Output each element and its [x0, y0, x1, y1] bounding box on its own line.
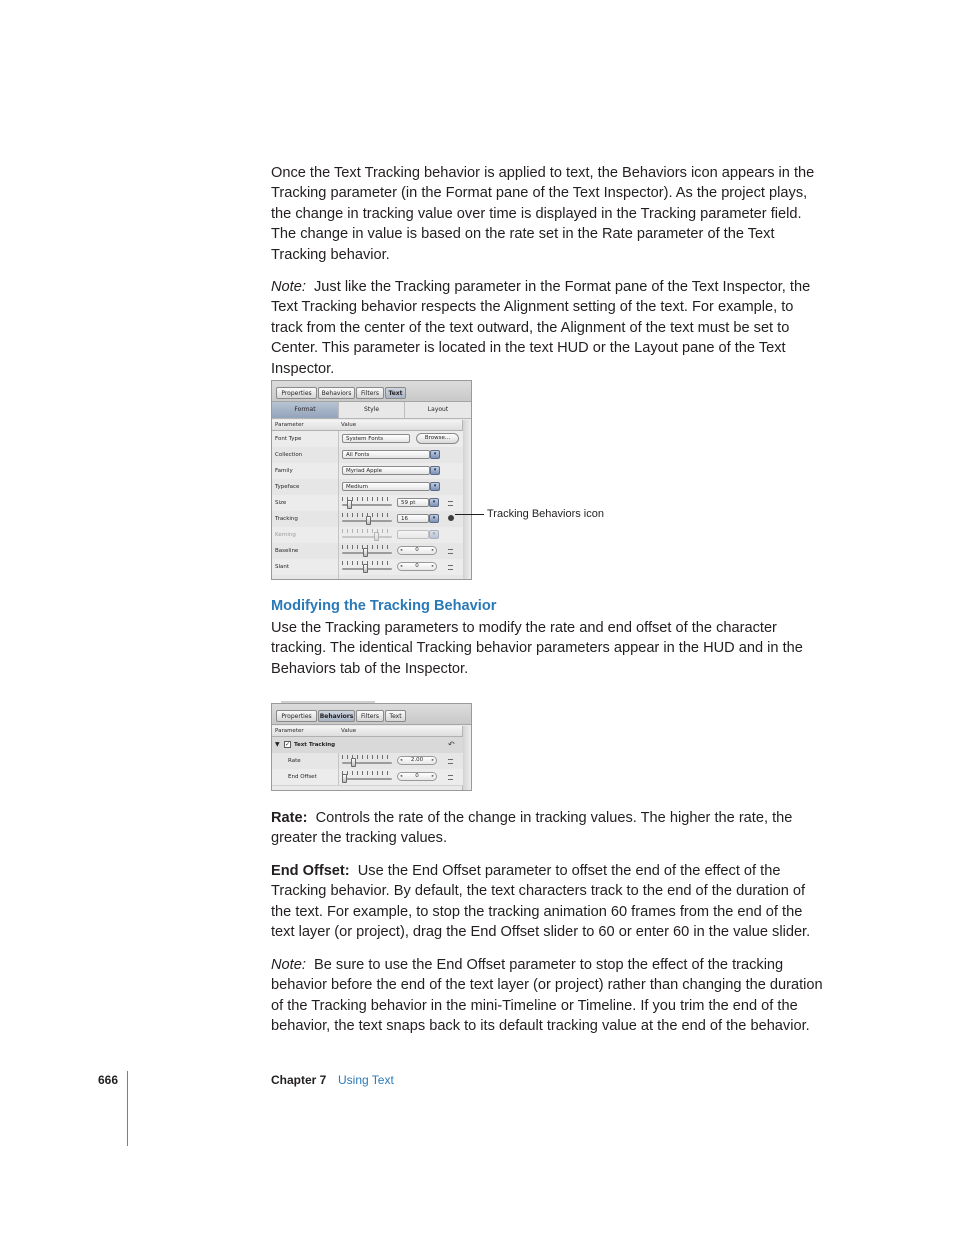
column-value: Value — [341, 728, 357, 734]
slider-knob[interactable] — [366, 516, 371, 525]
label-font-type: Font Type — [275, 436, 302, 442]
tracking-slider[interactable] — [342, 511, 392, 527]
note-body: Be sure to use the End Offset parameter to stop the effect of the tracking behavior before the end of the text layer (or project) rather than changing the duration of the Tracking behavior in the mini-Timeline or Timeline. If you trim the end of the behavior, the text snaps back to its default tracking value at the end of the behavior. — [271, 957, 823, 1035]
tab-properties[interactable]: Properties — [276, 710, 317, 722]
column-header — [272, 726, 463, 737]
tab-text[interactable]: Text — [385, 710, 406, 722]
end-offset-lead: End Offset: — [271, 863, 350, 879]
chapter-label: Chapter 7 — [271, 1073, 327, 1087]
parameter-list — [272, 431, 471, 579]
slider-knob[interactable] — [374, 532, 379, 541]
row-font-type — [272, 431, 463, 448]
row-baseline — [272, 543, 463, 560]
size-field[interactable]: 59 pt — [397, 498, 429, 507]
text-subtabs — [272, 402, 471, 419]
slant-slider[interactable] — [342, 559, 392, 575]
rate-paragraph — [271, 808, 827, 849]
tab-properties[interactable]: Properties — [276, 387, 317, 399]
chevron-down-icon[interactable]: ▾ — [429, 530, 439, 539]
size-slider[interactable] — [342, 495, 392, 511]
subtab-style[interactable]: Style — [339, 402, 405, 418]
behavior-name: Text Tracking — [294, 742, 336, 748]
end-offset-field[interactable]: ◂ 0 ▸ — [397, 772, 437, 781]
browse-button[interactable]: Browse... — [416, 433, 459, 444]
label-collection: Collection — [275, 452, 303, 458]
chapter-title: Using Text — [338, 1073, 394, 1087]
section-heading: Modifying the Tracking Behavior — [271, 598, 497, 614]
row-end-offset — [272, 769, 463, 786]
label-baseline: Baseline — [275, 548, 299, 554]
label-end-offset: End Offset — [288, 774, 317, 780]
row-size — [272, 495, 463, 512]
slider-knob[interactable] — [363, 548, 368, 557]
row-rate — [272, 753, 463, 770]
slider-knob[interactable] — [351, 758, 356, 767]
rate-slider[interactable] — [342, 753, 392, 769]
rate-lead: Rate: — [271, 810, 308, 826]
tab-text[interactable]: Text — [385, 387, 406, 399]
footer-rule — [127, 1071, 128, 1146]
disclosure-triangle-icon[interactable]: ▼ — [275, 741, 280, 748]
chevron-down-icon[interactable]: ▾ — [429, 498, 439, 507]
label-kerning: Kerning — [275, 532, 296, 538]
note-paragraph-2 — [271, 955, 827, 1037]
baseline-slider[interactable] — [342, 543, 392, 559]
slant-field[interactable]: ◂ 0 ▸ — [397, 562, 437, 571]
baseline-field[interactable]: ◂ 0 ▸ — [397, 546, 437, 555]
intro-paragraph: Once the Text Tracking behavior is applied to text, the Behaviors icon appears in the Tracking parameter (in the Format pane of the Text Inspector). As the project plays, the change in tracking value over time is displayed in the Tracking parameter field. The change in value is based on the rate set in the Rate parameter of the Text Tracking behavior. — [271, 165, 815, 263]
keyframe-icon[interactable] — [448, 759, 453, 764]
behaviors-inspector-screenshot — [271, 703, 472, 791]
kerning-slider[interactable] — [342, 527, 392, 543]
label-size: Size — [275, 500, 287, 506]
row-partial — [272, 575, 463, 580]
column-value: Value — [341, 422, 357, 428]
row-tracking — [272, 511, 463, 528]
font-type-popup[interactable]: System Fonts — [342, 434, 410, 443]
rate-body: Controls the rate of the change in tracking values. The higher the rate, the greater the tracking values. — [271, 810, 793, 847]
typeface-popup[interactable]: Medium — [342, 482, 430, 491]
note-lead: Note: — [271, 279, 306, 295]
keyframe-icon[interactable] — [448, 501, 453, 506]
slider-knob[interactable] — [342, 774, 347, 783]
family-popup[interactable]: Myriad Apple — [342, 466, 430, 475]
callout-label: Tracking Behaviors icon — [487, 508, 604, 520]
tab-behaviors[interactable]: Behaviors — [318, 710, 355, 722]
column-header — [272, 420, 463, 431]
note-lead: Note: — [271, 957, 306, 973]
chevron-down-icon[interactable]: ▾ — [429, 514, 439, 523]
row-collection — [272, 447, 463, 464]
subtab-layout[interactable]: Layout — [427, 406, 449, 413]
callout-line — [455, 514, 484, 515]
tracking-paragraph: Use the Tracking parameters to modify the rate and end offset of the character tracking. The identical Tracking behavior parameters appear in the HUD and in the Behaviors tab of the Inspector. — [271, 620, 803, 677]
row-text-tracking — [272, 737, 463, 754]
chevron-down-icon[interactable]: ▾ — [430, 482, 440, 491]
column-parameter: Parameter — [275, 728, 304, 734]
tab-filters[interactable]: Filters — [356, 710, 384, 722]
label-tracking: Tracking — [275, 516, 298, 522]
row-kerning — [272, 527, 463, 544]
page-number: 666 — [98, 1073, 119, 1087]
keyframe-icon[interactable] — [448, 775, 453, 780]
end-offset-slider[interactable] — [342, 769, 392, 785]
label-rate: Rate — [288, 758, 301, 764]
enable-checkbox[interactable]: ✓ — [285, 741, 291, 748]
tracking-behaviors-icon[interactable] — [448, 515, 454, 521]
note-paragraph — [271, 277, 827, 379]
label-slant: Slant — [275, 564, 290, 570]
text-inspector-screenshot — [271, 380, 472, 580]
column-parameter: Parameter — [275, 422, 304, 428]
keyframe-icon[interactable] — [448, 549, 453, 554]
row-slant — [272, 559, 463, 576]
end-offset-body: Use the End Offset parameter to offset the end of the effect of the Tracking behavior. By default, the text characters track to the end of the duration of the text. For example, to stop the tracking animation 60 frames from the end of the text layer (or project), drag the End Offset slider to 60 or enter 60 in the value slider. — [271, 863, 811, 941]
label-typeface: Typeface — [275, 484, 300, 490]
slider-knob[interactable] — [347, 500, 352, 509]
behavior-list — [272, 737, 471, 790]
end-offset-paragraph — [271, 861, 827, 943]
keyframe-icon[interactable] — [448, 565, 453, 570]
kerning-field[interactable] — [397, 530, 429, 539]
reset-icon[interactable]: ↶ — [448, 740, 455, 749]
chevron-down-icon[interactable]: ▾ — [430, 466, 440, 475]
chevron-down-icon[interactable]: ▾ — [430, 450, 440, 459]
note-body: Just like the Tracking parameter in the Format pane of the Text Inspector, the Text Tracking behavior respects the Alignment setting of the text. For example, to track from the center of the text outward, the Alignment of the text must be set to Center. This parameter is located in the text HUD or the Layout pane of the Text Inspector. — [271, 279, 811, 377]
slider-knob[interactable] — [363, 564, 368, 573]
subtab-format[interactable]: Format — [272, 402, 339, 418]
tracking-field[interactable]: 16 — [397, 514, 429, 523]
row-family — [272, 463, 463, 480]
inspector-tab-bar — [272, 381, 471, 402]
row-typeface — [272, 479, 463, 496]
rate-field[interactable]: ◂ 2.00 ▸ — [397, 756, 437, 765]
tab-behaviors[interactable]: Behaviors — [318, 387, 355, 399]
label-family: Family — [275, 468, 293, 474]
inspector-tab-bar — [272, 704, 471, 725]
tab-filters[interactable]: Filters — [356, 387, 384, 399]
collection-popup[interactable]: All Fonts — [342, 450, 430, 459]
